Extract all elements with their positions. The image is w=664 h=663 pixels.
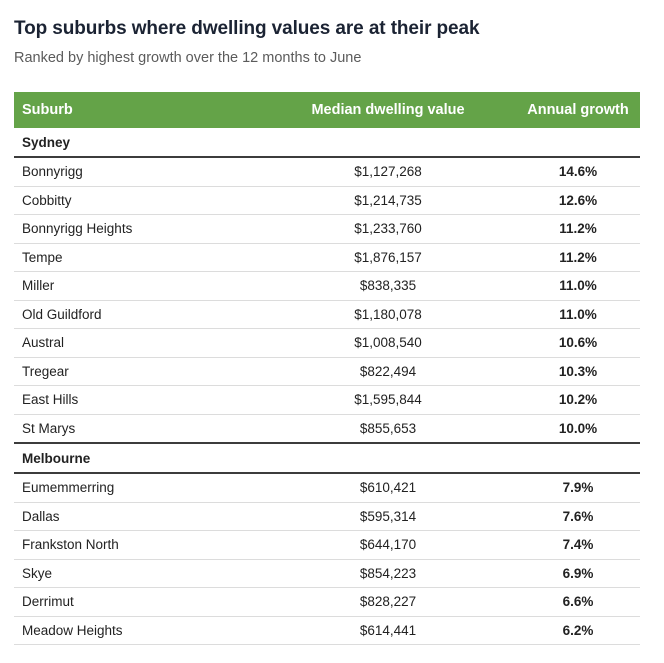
table-row	[14, 559, 640, 588]
annual-growth-cell: 6.6%	[516, 588, 640, 617]
suburb-cell: Dallas	[14, 502, 260, 531]
median-value-cell: $1,876,157	[260, 243, 516, 272]
median-value-cell: $610,421	[260, 473, 516, 502]
median-value-cell: $1,214,735	[260, 186, 516, 215]
median-value-cell: $1,008,540	[260, 329, 516, 358]
median-value-cell: $595,314	[260, 502, 516, 531]
group-label: Melbourne	[14, 443, 640, 473]
suburb-cell: Bonnyrigg	[14, 157, 260, 186]
figure-subtitle: Ranked by highest growth over the 12 months to June	[14, 50, 362, 66]
median-value-cell: $1,233,760	[260, 215, 516, 244]
table-row	[14, 531, 640, 560]
group-row-sydney	[14, 128, 640, 157]
median-value-cell: $1,180,078	[260, 300, 516, 329]
suburb-cell: Skye	[14, 559, 260, 588]
suburb-cell: Miller	[14, 272, 260, 301]
suburb-cell: Bonnyrigg Heights	[14, 215, 260, 244]
data-table	[14, 92, 640, 645]
suburb-cell: Tregear	[14, 357, 260, 386]
table-row	[14, 157, 640, 186]
suburb-cell: Old Guildford	[14, 300, 260, 329]
median-value-cell: $822,494	[260, 357, 516, 386]
table-body	[14, 128, 640, 645]
group-label: Sydney	[14, 128, 640, 157]
table-row	[14, 186, 640, 215]
table-row	[14, 329, 640, 358]
suburb-cell: Derrimut	[14, 588, 260, 617]
annual-growth-cell: 10.3%	[516, 357, 640, 386]
suburb-cell: Tempe	[14, 243, 260, 272]
suburb-cell: St Marys	[14, 414, 260, 443]
table-row	[14, 616, 640, 645]
table-row	[14, 386, 640, 415]
table-row	[14, 357, 640, 386]
table-row	[14, 272, 640, 301]
table-row	[14, 473, 640, 502]
group-row-melbourne	[14, 443, 640, 473]
median-value-cell: $828,227	[260, 588, 516, 617]
annual-growth-cell: 11.0%	[516, 272, 640, 301]
annual-growth-cell: 6.9%	[516, 559, 640, 588]
column-header-annual-growth: Annual growth	[516, 92, 640, 128]
table-row	[14, 243, 640, 272]
suburb-cell: Austral	[14, 329, 260, 358]
annual-growth-cell: 6.2%	[516, 616, 640, 645]
annual-growth-cell: 14.6%	[516, 157, 640, 186]
median-value-cell: $838,335	[260, 272, 516, 301]
median-value-cell: $854,223	[260, 559, 516, 588]
annual-growth-cell: 11.2%	[516, 243, 640, 272]
annual-growth-cell: 10.6%	[516, 329, 640, 358]
table-row	[14, 215, 640, 244]
annual-growth-cell: 11.0%	[516, 300, 640, 329]
column-header-suburb: Suburb	[14, 92, 260, 128]
column-header-median-value: Median dwelling value	[260, 92, 516, 128]
annual-growth-cell: 12.6%	[516, 186, 640, 215]
table-row	[14, 414, 640, 443]
table-row	[14, 502, 640, 531]
header-row	[14, 92, 640, 128]
median-value-cell: $644,170	[260, 531, 516, 560]
annual-growth-cell: 7.4%	[516, 531, 640, 560]
suburb-cell: Cobbitty	[14, 186, 260, 215]
annual-growth-cell: 11.2%	[516, 215, 640, 244]
annual-growth-cell: 7.9%	[516, 473, 640, 502]
table-row	[14, 588, 640, 617]
median-value-cell: $1,127,268	[260, 157, 516, 186]
suburb-cell: Meadow Heights	[14, 616, 260, 645]
median-value-cell: $614,441	[260, 616, 516, 645]
annual-growth-cell: 10.2%	[516, 386, 640, 415]
median-value-cell: $1,595,844	[260, 386, 516, 415]
suburb-cell: Frankston North	[14, 531, 260, 560]
table-header	[14, 92, 640, 128]
suburb-cell: East Hills	[14, 386, 260, 415]
annual-growth-cell: 10.0%	[516, 414, 640, 443]
median-value-cell: $855,653	[260, 414, 516, 443]
annual-growth-cell: 7.6%	[516, 502, 640, 531]
figure-title: Top suburbs where dwelling values are at their peak	[14, 18, 480, 39]
table-row	[14, 300, 640, 329]
suburb-cell: Eumemmerring	[14, 473, 260, 502]
